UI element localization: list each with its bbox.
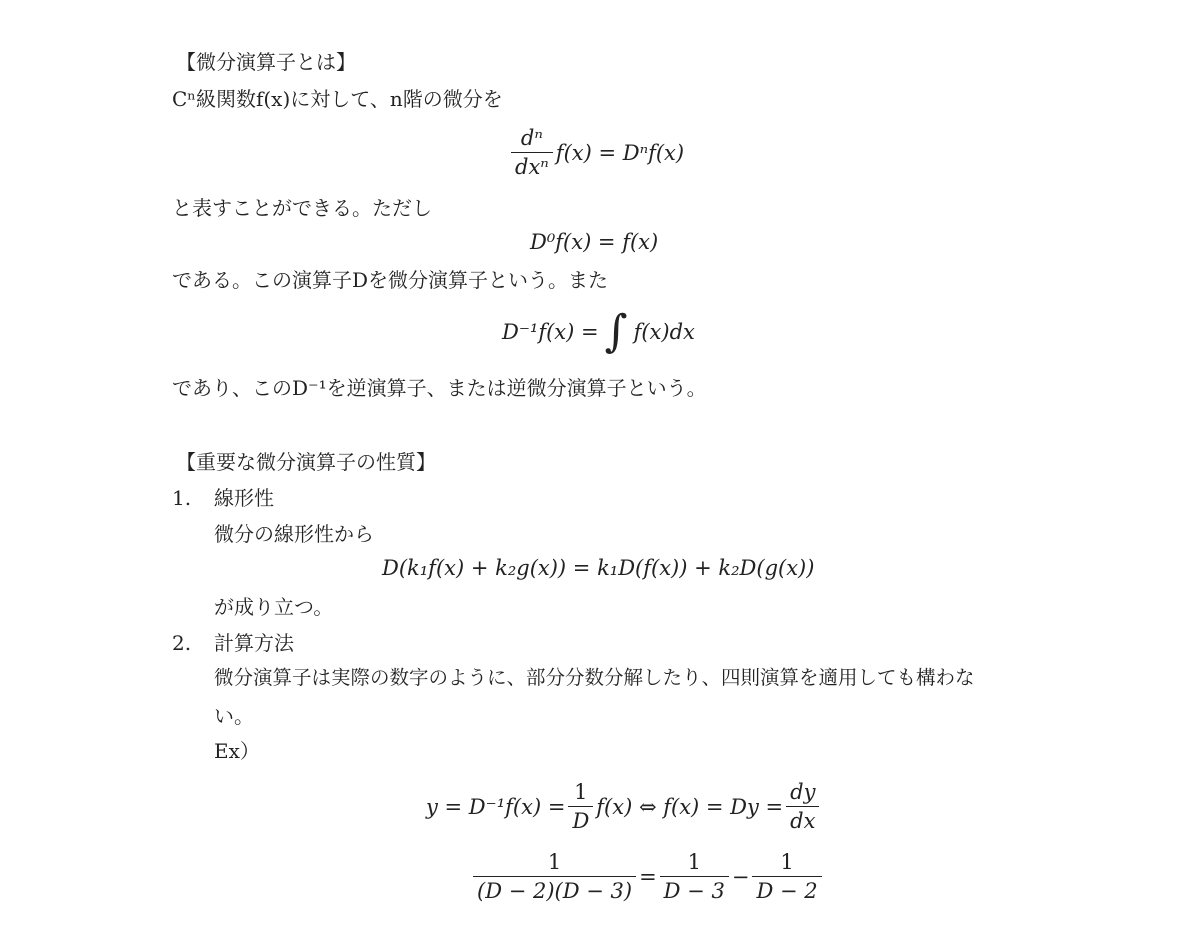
list-item-text-2-cont: い。	[214, 704, 254, 728]
text-line-2: と表すことができる。ただし	[172, 196, 432, 220]
equation-1-rhs: f(x) = Dⁿf(x)	[555, 140, 685, 165]
section1-heading: 【微分演算子とは】	[176, 50, 356, 74]
fraction-numerator: 1	[780, 850, 794, 874]
equation-5-lhs: y = D⁻¹f(x) =	[426, 794, 566, 819]
section2-heading: 【重要な微分演算子の性質】	[176, 450, 436, 474]
fraction-numerator: 1	[547, 850, 562, 874]
minus-sign: −	[731, 864, 750, 889]
equation-5	[426, 780, 822, 833]
fraction-partial-2	[752, 850, 821, 903]
equation-2	[530, 230, 658, 254]
text-line-4: であり、このD⁻¹を逆演算子、または逆微分演算子という。	[172, 376, 707, 400]
fraction-denominator: D − 2	[752, 876, 821, 903]
equation-1	[508, 126, 684, 179]
fraction-numerator: dⁿ	[520, 126, 543, 150]
list-item-text-2: 微分演算子は実際の数字のように、部分分数分解したり、四則演算を適用しても構わな	[214, 666, 975, 689]
fraction-1-over-d	[568, 780, 593, 833]
list-item-number-2: 2.	[172, 631, 192, 655]
fraction-partial-1	[660, 850, 729, 903]
integral-sign: ∫	[604, 306, 628, 357]
fraction-numerator: dy	[790, 780, 816, 804]
equation-5-mid: f(x) ⇔ f(x) = Dy =	[596, 794, 784, 819]
intro-line: Cⁿ級関数f(x)に対して、n階の微分を	[172, 87, 503, 111]
fraction-denominator: D	[568, 806, 593, 833]
example-label: Ex）	[214, 739, 260, 763]
fraction-partial-lhs	[473, 850, 636, 903]
fraction-denominator: dx	[786, 806, 819, 833]
list-item-number-1: 1.	[172, 486, 192, 510]
list-item-after-1: が成り立つ。	[214, 595, 334, 619]
list-item-title-2: 計算方法	[214, 631, 294, 655]
fraction-d-n	[511, 126, 553, 179]
equals-sign: =	[639, 864, 657, 889]
equation-3-rhs: f(x)dx	[633, 320, 695, 344]
fraction-denominator: D − 3	[660, 876, 729, 903]
equation-3-lhs: D⁻¹f(x) =	[502, 320, 599, 344]
text-line-3: である。この演算子Dを微分演算子という。また	[172, 268, 609, 292]
list-item-title-1: 線形性	[214, 486, 274, 510]
equation-4	[382, 556, 814, 580]
equation-3	[502, 306, 695, 357]
fraction-numerator: 1	[687, 850, 701, 874]
fraction-denominator: (D − 2)(D − 3)	[473, 876, 636, 903]
equation-2-body: D⁰f(x) = f(x)	[530, 230, 659, 254]
equation-6	[470, 850, 825, 903]
fraction-denominator: dxⁿ	[511, 152, 553, 179]
equation-4-body: D(k₁f(x) + k₂g(x)) = k₁D(f(x)) + k₂D(g(x))	[382, 556, 815, 580]
fraction-numerator: 1	[574, 780, 588, 804]
fraction-dy-dx	[786, 780, 819, 833]
list-item-text-1: 微分の線形性から	[214, 522, 374, 546]
